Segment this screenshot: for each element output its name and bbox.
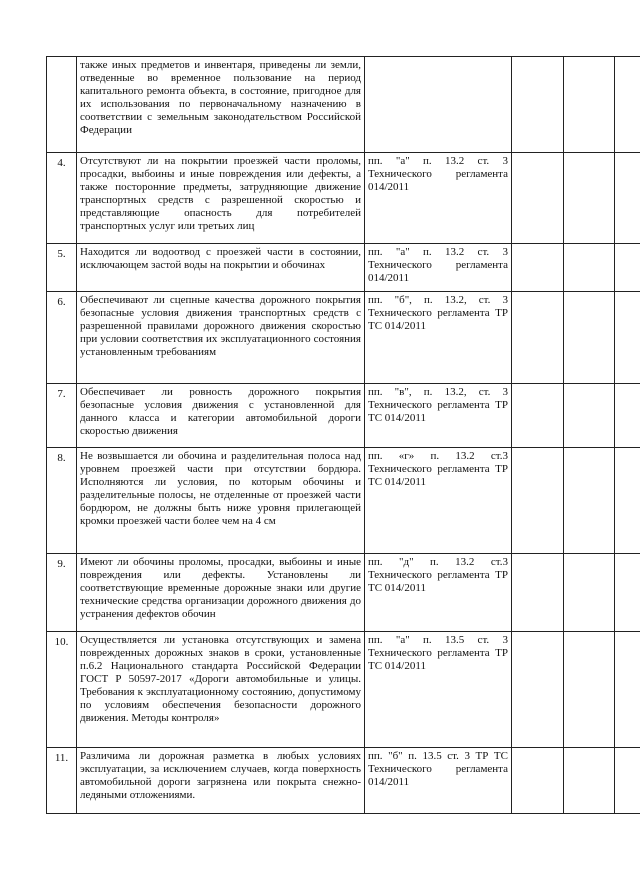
row-number: 11.: [47, 748, 77, 814]
table-row: [47, 748, 640, 814]
table-row: [47, 384, 640, 448]
answer-no-cell[interactable]: [564, 448, 615, 554]
answer-yes-cell[interactable]: [512, 632, 564, 748]
row-number: 7.: [47, 384, 77, 448]
table-row: [47, 554, 640, 632]
legal-reference: пп. "а" п. 13.2 ст. 3 Технического регламента 014/2011: [365, 153, 512, 244]
row-number: 4.: [47, 153, 77, 244]
answer-no-cell[interactable]: [564, 244, 615, 292]
table-row: [47, 153, 640, 244]
answer-yes-cell[interactable]: [512, 384, 564, 448]
legal-reference: [365, 57, 512, 153]
question-text: Не возвышается ли обочина и разделительная полоса над уровнем проезжей части при отсутствии бордюра. Исполняются ли условия, по которым обочины и разделительные полосы, не отделенные от проезжей части бордюром, не должны быть ниже уровня прилегающей кромки проезжей части более чем на 4 см: [77, 448, 365, 554]
answer-no-cell[interactable]: [564, 632, 615, 748]
answer-na-cell[interactable]: [615, 448, 640, 554]
answer-na-cell[interactable]: [615, 632, 640, 748]
answer-no-cell[interactable]: [564, 554, 615, 632]
answer-na-cell[interactable]: [615, 153, 640, 244]
answer-yes-cell[interactable]: [512, 244, 564, 292]
answer-no-cell[interactable]: [564, 57, 615, 153]
row-number: 8.: [47, 448, 77, 554]
row-number: 5.: [47, 244, 77, 292]
answer-yes-cell[interactable]: [512, 57, 564, 153]
legal-reference: пп. «г» п. 13.2 ст.3 Технического регламента ТР ТС 014/2011: [365, 448, 512, 554]
legal-reference: пп. "а" п. 13.2 ст. 3 Технического регламента 014/2011: [365, 244, 512, 292]
legal-reference: пп. "в", п. 13.2, ст. 3 Технического регламента ТР ТС 014/2011: [365, 384, 512, 448]
row-number: 10.: [47, 632, 77, 748]
answer-no-cell[interactable]: [564, 292, 615, 384]
row-number: [47, 57, 77, 153]
answer-yes-cell[interactable]: [512, 153, 564, 244]
answer-yes-cell[interactable]: [512, 448, 564, 554]
legal-reference: пп. "а" п. 13.5 ст. 3 Технического регламента ТР ТС 014/2011: [365, 632, 512, 748]
answer-na-cell[interactable]: [615, 57, 640, 153]
answer-yes-cell[interactable]: [512, 292, 564, 384]
answer-yes-cell[interactable]: [512, 748, 564, 814]
legal-reference: пп. "д" п. 13.2 ст.3 Технического регламента ТР ТС 014/2011: [365, 554, 512, 632]
checklist-table: [46, 56, 640, 814]
answer-no-cell[interactable]: [564, 748, 615, 814]
answer-na-cell[interactable]: [615, 292, 640, 384]
answer-no-cell[interactable]: [564, 384, 615, 448]
row-number: 9.: [47, 554, 77, 632]
question-text: также иных предметов и инвентаря, приведены ли земли, отведенные во временное пользование на период капитального ремонта объекта, в состояние, пригодное для их использования по первоначальному назначению в соответствии с земельным законодательством Российской Федерации: [77, 57, 365, 153]
answer-na-cell[interactable]: [615, 244, 640, 292]
question-text: Различима ли дорожная разметка в любых условиях эксплуатации, за исключением случаев, когда поверхность автомобильной дороги загрязнена или покрыта снежно-ледяными отложениями.: [77, 748, 365, 814]
question-text: Находится ли водоотвод с проезжей части в состоянии, исключающем застой воды на покрытии и обочинах: [77, 244, 365, 292]
table-row: [47, 244, 640, 292]
table-row: [47, 632, 640, 748]
answer-na-cell[interactable]: [615, 384, 640, 448]
question-text: Обеспечивают ли сцепные качества дорожного покрытия безопасные условия движения транспортных средств с разрешенной правилами дорожного движения скоростью при условии соответствия их эксплуатационного состояния установленным требованиям: [77, 292, 365, 384]
table-row: [47, 57, 640, 153]
table-row: [47, 448, 640, 554]
question-text: Имеют ли обочины проломы, просадки, выбоины и иные повреждения или дефекты. Установлены ли соответствующие временные дорожные знаки или другие технические средства организации дорожного движения до устранения дефектов обочин: [77, 554, 365, 632]
question-text: Отсутствуют ли на покрытии проезжей части проломы, просадки, выбоины и иные повреждения или дефекты, а также посторонние предметы, затрудняющие движение транспортных средств с разрешенной скоростью и представляющие опасность для потребителей транспортных услуг или третьих лиц: [77, 153, 365, 244]
question-text: Обеспечивает ли ровность дорожного покрытия безопасные условия движения с установленной для данного класса и категории автомобильной дороги скоростью движения: [77, 384, 365, 448]
table-row: [47, 292, 640, 384]
answer-yes-cell[interactable]: [512, 554, 564, 632]
row-number: 6.: [47, 292, 77, 384]
answer-na-cell[interactable]: [615, 554, 640, 632]
legal-reference: пп. "б", п. 13.2, ст. 3 Технического регламента ТР ТС 014/2011: [365, 292, 512, 384]
legal-reference: пп. "б" п. 13.5 ст. 3 ТР ТС Технического регламента 014/2011: [365, 748, 512, 814]
question-text: Осуществляется ли установка отсутствующих и замена поврежденных дорожных знаков в сроки, установленные п.6.2 Национального стандарта Российской Федерации ГОСТ Р 50597-2017 «Дороги автомобильные и улицы. Требования к эксплуатационному состоянию, допустимому по условиям обеспечения безопасности дорожного движения. Методы контроля»: [77, 632, 365, 748]
answer-no-cell[interactable]: [564, 153, 615, 244]
answer-na-cell[interactable]: [615, 748, 640, 814]
